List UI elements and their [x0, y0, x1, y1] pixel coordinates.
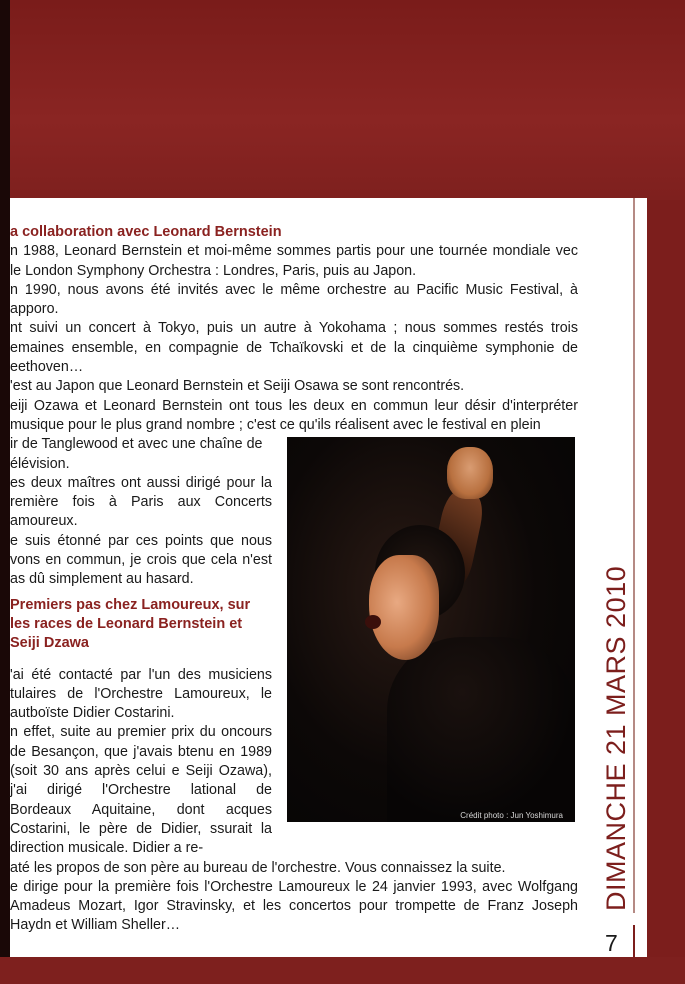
section-heading-lamoureux: Premiers pas chez Lamoureux, sur les races de Leonard Bernstein et Seiji Dzawa: [10, 596, 251, 652]
conductor-mouth: [365, 615, 381, 629]
paragraph: n 1988, Leonard Bernstein et moi-même sommes partis pour une tournée mondiale vec le London Symphony Orchestra : Londres, Paris, puis au Japon.: [10, 243, 578, 279]
bottom-color-band: [0, 957, 685, 984]
raised-fist: [447, 447, 493, 499]
event-date-title: DIMANCHE 21 MARS 2010: [601, 565, 631, 911]
page-number: 7: [605, 930, 618, 956]
conductor-body: [387, 637, 575, 822]
paragraph: e dirige pour la première fois l'Orchestre Lamoureux le 24 janvier 1993, avec Wolfgang Amadeus Mozart, Igor Stravinsky, et les concertos pour trompette de Franz Joseph Haydn et William Sheller…: [10, 878, 578, 934]
paragraph: es deux maîtres ont aussi dirigé pour la remière fois à Paris aux Concerts amoureux.: [10, 474, 272, 530]
page-number-rule: [633, 925, 635, 957]
paragraph: n 1990, nous avons été invités avec le même orchestre au Pacific Music Festival, à apporo.: [10, 281, 578, 318]
top-color-band: [0, 0, 685, 200]
paragraph: 'ai été contacté par l'un des musiciens tulaires de l'Orchestre Lamoureux, le autboïste Didier Costarini.: [10, 666, 272, 722]
paragraph: n effet, suite au premier prix du oncours de Besançon, que j'avais btenu en 1989 (soit 30 ans après celui e Seiji Ozawa), j'ai dirigé l'Orchestre lational de Bordeaux Aquitaine, dont acques Costarini, le père de Didier, ssurait la direction musicale. Didier a re-: [10, 724, 272, 857]
side-divider-rule: [633, 198, 635, 913]
paragraph: e suis étonné par ces points que nous vons en commun, je crois que cela n'est as dû simplement au hasard.: [10, 532, 272, 588]
photo-credit: Crédit photo : Jun Yoshimura: [460, 811, 563, 820]
conductor-photo: [287, 437, 575, 822]
paragraph: 'est au Japon que Leonard Bernstein et Seiji Osawa se sont rencontrés.: [10, 378, 465, 395]
paragraph: nt suivi un concert à Tokyo, puis un autre à Yokohama ; nous sommes restés trois emaines ensemble, en compagnie de Tchaïkovski et de la cinquième symphonie de eethoven…: [10, 320, 578, 376]
paragraph: ir de Tanglewood et avec une chaîne de élévision.: [10, 436, 263, 472]
section-heading-bernstein: a collaboration avec Leonard Bernstein: [10, 224, 282, 240]
paragraph: eiji Ozawa et Leonard Bernstein ont tous les deux en commun leur désir d'interpréter musique pour le plus grand nombre ; c'est ce qu'ils réalisent avec le festival en plein: [10, 397, 578, 433]
left-edge-strip: [0, 0, 10, 984]
page-sheet: [10, 198, 647, 957]
paragraph: até les propos de son père au bureau de l'orchestre. Vous connaissez la suite.: [10, 859, 506, 876]
conductor-face: [369, 555, 439, 660]
